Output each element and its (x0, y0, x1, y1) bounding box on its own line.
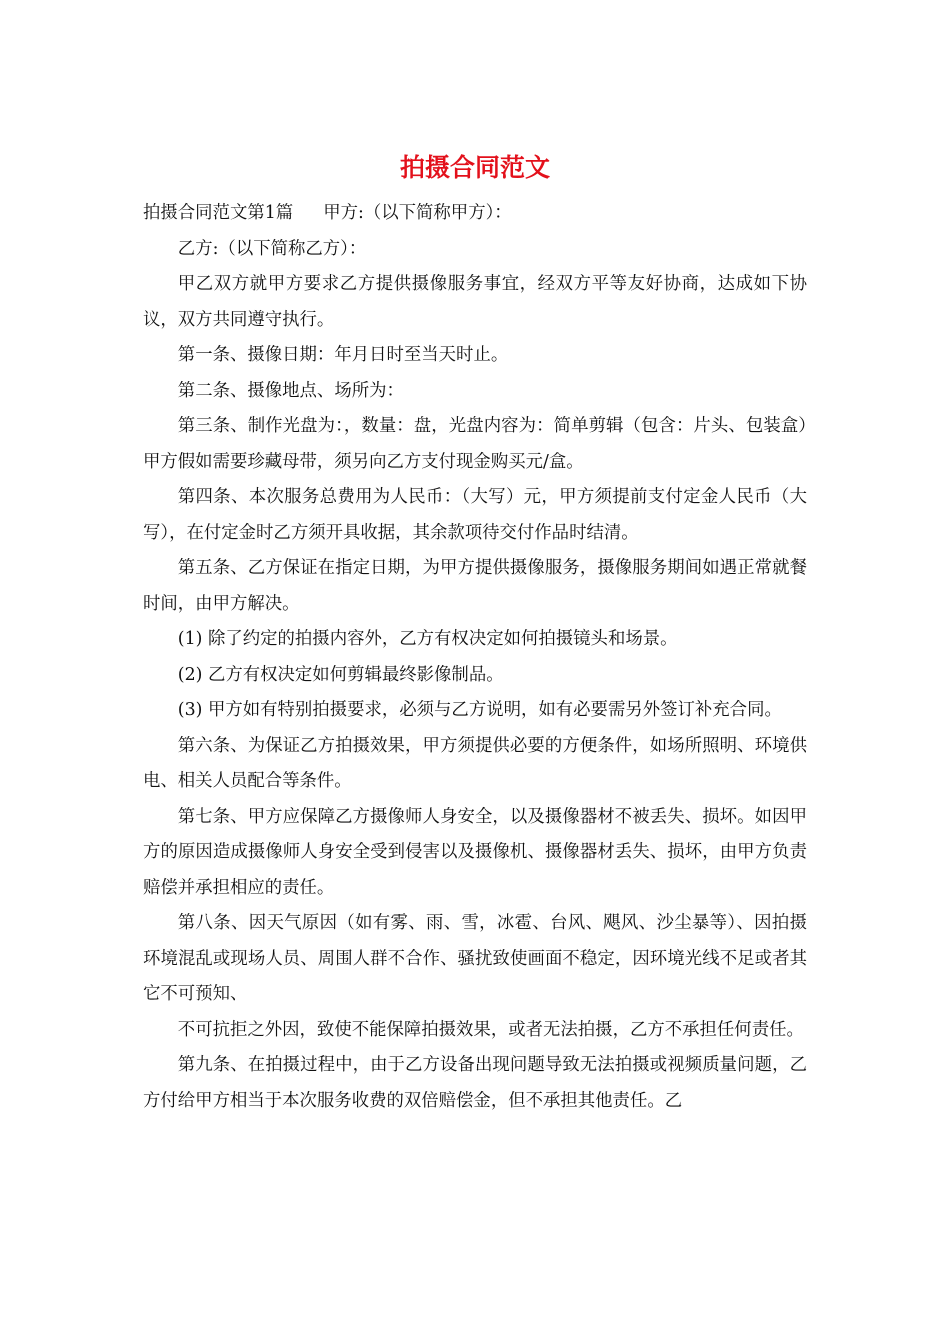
article-3: 第三条、制作光盘为：，数量：盘，光盘内容为：简单剪辑（包含：片头、包装盒）甲方假如需要珍藏母带，须另向乙方支付现金购买元/盒。 (143, 416, 807, 472)
intro-party-a: 甲方:（以下简称甲方）： (323, 203, 512, 223)
article-8-continued: 不可抗拒之外因，致使不能保障拍摄效果，或者无法拍摄，乙方不承担任何责任。 (177, 1019, 804, 1040)
article-5-item-1: (1) 除了约定的拍摄内容外，乙方有权决定如何拍摄镜头和场景。 (177, 629, 678, 649)
article-7: 第七条、甲方应保障乙方摄像师人身安全，以及摄像器材不被丢失、损坏。如因甲方的原因造成摄像师人身安全受到侵害以及摄像机、摄像器材丢失、损坏，由甲方负责赔偿并承担相应的责任。 (143, 806, 807, 898)
article-5-item-2: (2) 乙方有权决定如何剪辑最终影像制品。 (177, 664, 504, 685)
article-9: 第九条、在拍摄过程中，由于乙方设备出现问题导致无法拍摄或视频质量问题，乙方付给甲方相当于本次服务收费的双倍赔偿金，但不承担其他责任。乙 (143, 1055, 807, 1111)
document-body (143, 196, 807, 1119)
article-5: 第五条、乙方保证在指定日期，为甲方提供摄像服务，摄像服务期间如遇正常就餐时间，由甲方解决。 (143, 558, 807, 614)
intro-line (143, 196, 807, 232)
party-b-line: 乙方:（以下简称乙方）： (177, 238, 367, 259)
article-2: 第二条、摄像地点、场所为： (177, 380, 404, 401)
article-8: 第八条、因天气原因（如有雾、雨、雪，冰雹、台风、飓风、沙尘暴等）、因拍摄环境混乱或现场人员、周围人群不合作、骚扰致使画面不稳定，因环境光线不足或者其它不可预知、 (143, 913, 807, 1004)
article-6: 第六条、为保证乙方拍摄效果，甲方须提供必要的方便条件，如场所照明、环境供电、相关人员配合等条件。 (143, 735, 807, 791)
article-5-item-3: (3) 甲方如有特别拍摄要求，必须与乙方说明，如有必要需另外签订补充合同。 (177, 700, 782, 720)
intro-heading: 拍摄合同范文第1篇 (143, 203, 294, 223)
document-title: 拍摄合同范文 (399, 153, 550, 182)
preamble-paragraph: 甲乙双方就甲方要求乙方提供摄像服务事宜，经双方平等友好协商，达成如下协议，双方共同遵守执行。 (143, 274, 807, 330)
article-4: 第四条、本次服务总费用为人民币：（大写）元，甲方须提前支付定金人民币（大写），在付定金时乙方须开具收据，其余款项待交付作品时结清。 (143, 487, 807, 543)
article-1: 第一条、摄像日期：年月日时至当天时止。 (177, 345, 509, 365)
